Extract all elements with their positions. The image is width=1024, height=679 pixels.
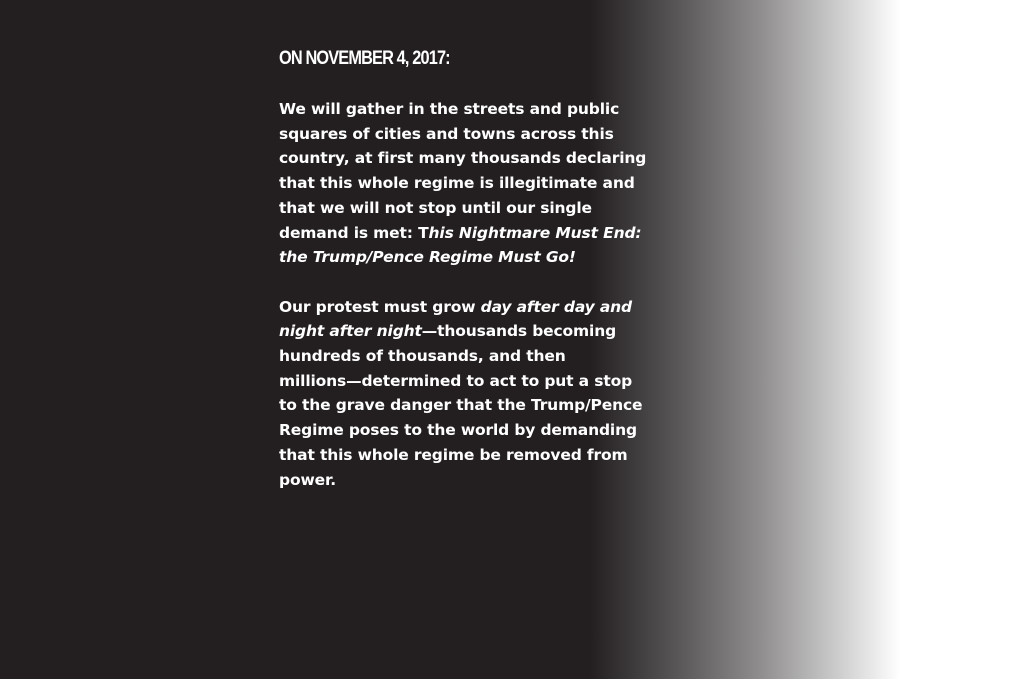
paragraph-1-line-3: country, at first many thousands declaring bbox=[279, 149, 647, 168]
protest-italic-text-1: day after day and bbox=[480, 297, 632, 316]
paragraph-1-line-7 bbox=[279, 245, 649, 270]
heading: ON NOVEMBER 4, 2017: bbox=[279, 48, 450, 69]
demand-italic-text-2: the Trump/Pence Regime Must Go! bbox=[279, 248, 576, 267]
protest-lead-text: Our protest must grow bbox=[279, 297, 481, 316]
protest-italic-text-2: night after night bbox=[279, 322, 422, 341]
demand-italic-text-1: his Nightmare Must End: bbox=[428, 223, 642, 242]
paragraph-1-line-2: squares of cities and towns across this bbox=[279, 124, 614, 143]
text-column bbox=[279, 46, 649, 517]
paragraph-1-line-5: that we will not stop until our single bbox=[279, 198, 592, 217]
protest-continuation-text: —thousands becoming bbox=[421, 322, 617, 341]
paragraph-2-line-1 bbox=[279, 295, 649, 320]
paragraph-2-line-4: millions—determined to act to put a stop bbox=[279, 371, 633, 390]
paragraph-2 bbox=[279, 295, 649, 493]
paragraph-2-line-6: Regime poses to the world by demanding bbox=[279, 421, 637, 440]
paragraph-1-line-4: that this whole regime is illegitimate and bbox=[279, 174, 635, 193]
paragraph-2-line-2 bbox=[279, 319, 649, 344]
paragraph-1-line-1: We will gather in the streets and public bbox=[279, 100, 620, 118]
paragraph-2-line-7: that this whole regime be removed from bbox=[279, 445, 628, 464]
paragraph-2-line-3: hundreds of thousands, and then bbox=[279, 347, 566, 366]
paragraph-1 bbox=[279, 97, 649, 270]
paragraph-1-line-6 bbox=[279, 221, 649, 246]
demand-lead-text: demand is met: T bbox=[279, 223, 429, 242]
paragraph-2-line-8: power. bbox=[279, 470, 336, 489]
paragraph-2-line-5: to the grave danger that the Trump/Pence bbox=[279, 396, 643, 415]
